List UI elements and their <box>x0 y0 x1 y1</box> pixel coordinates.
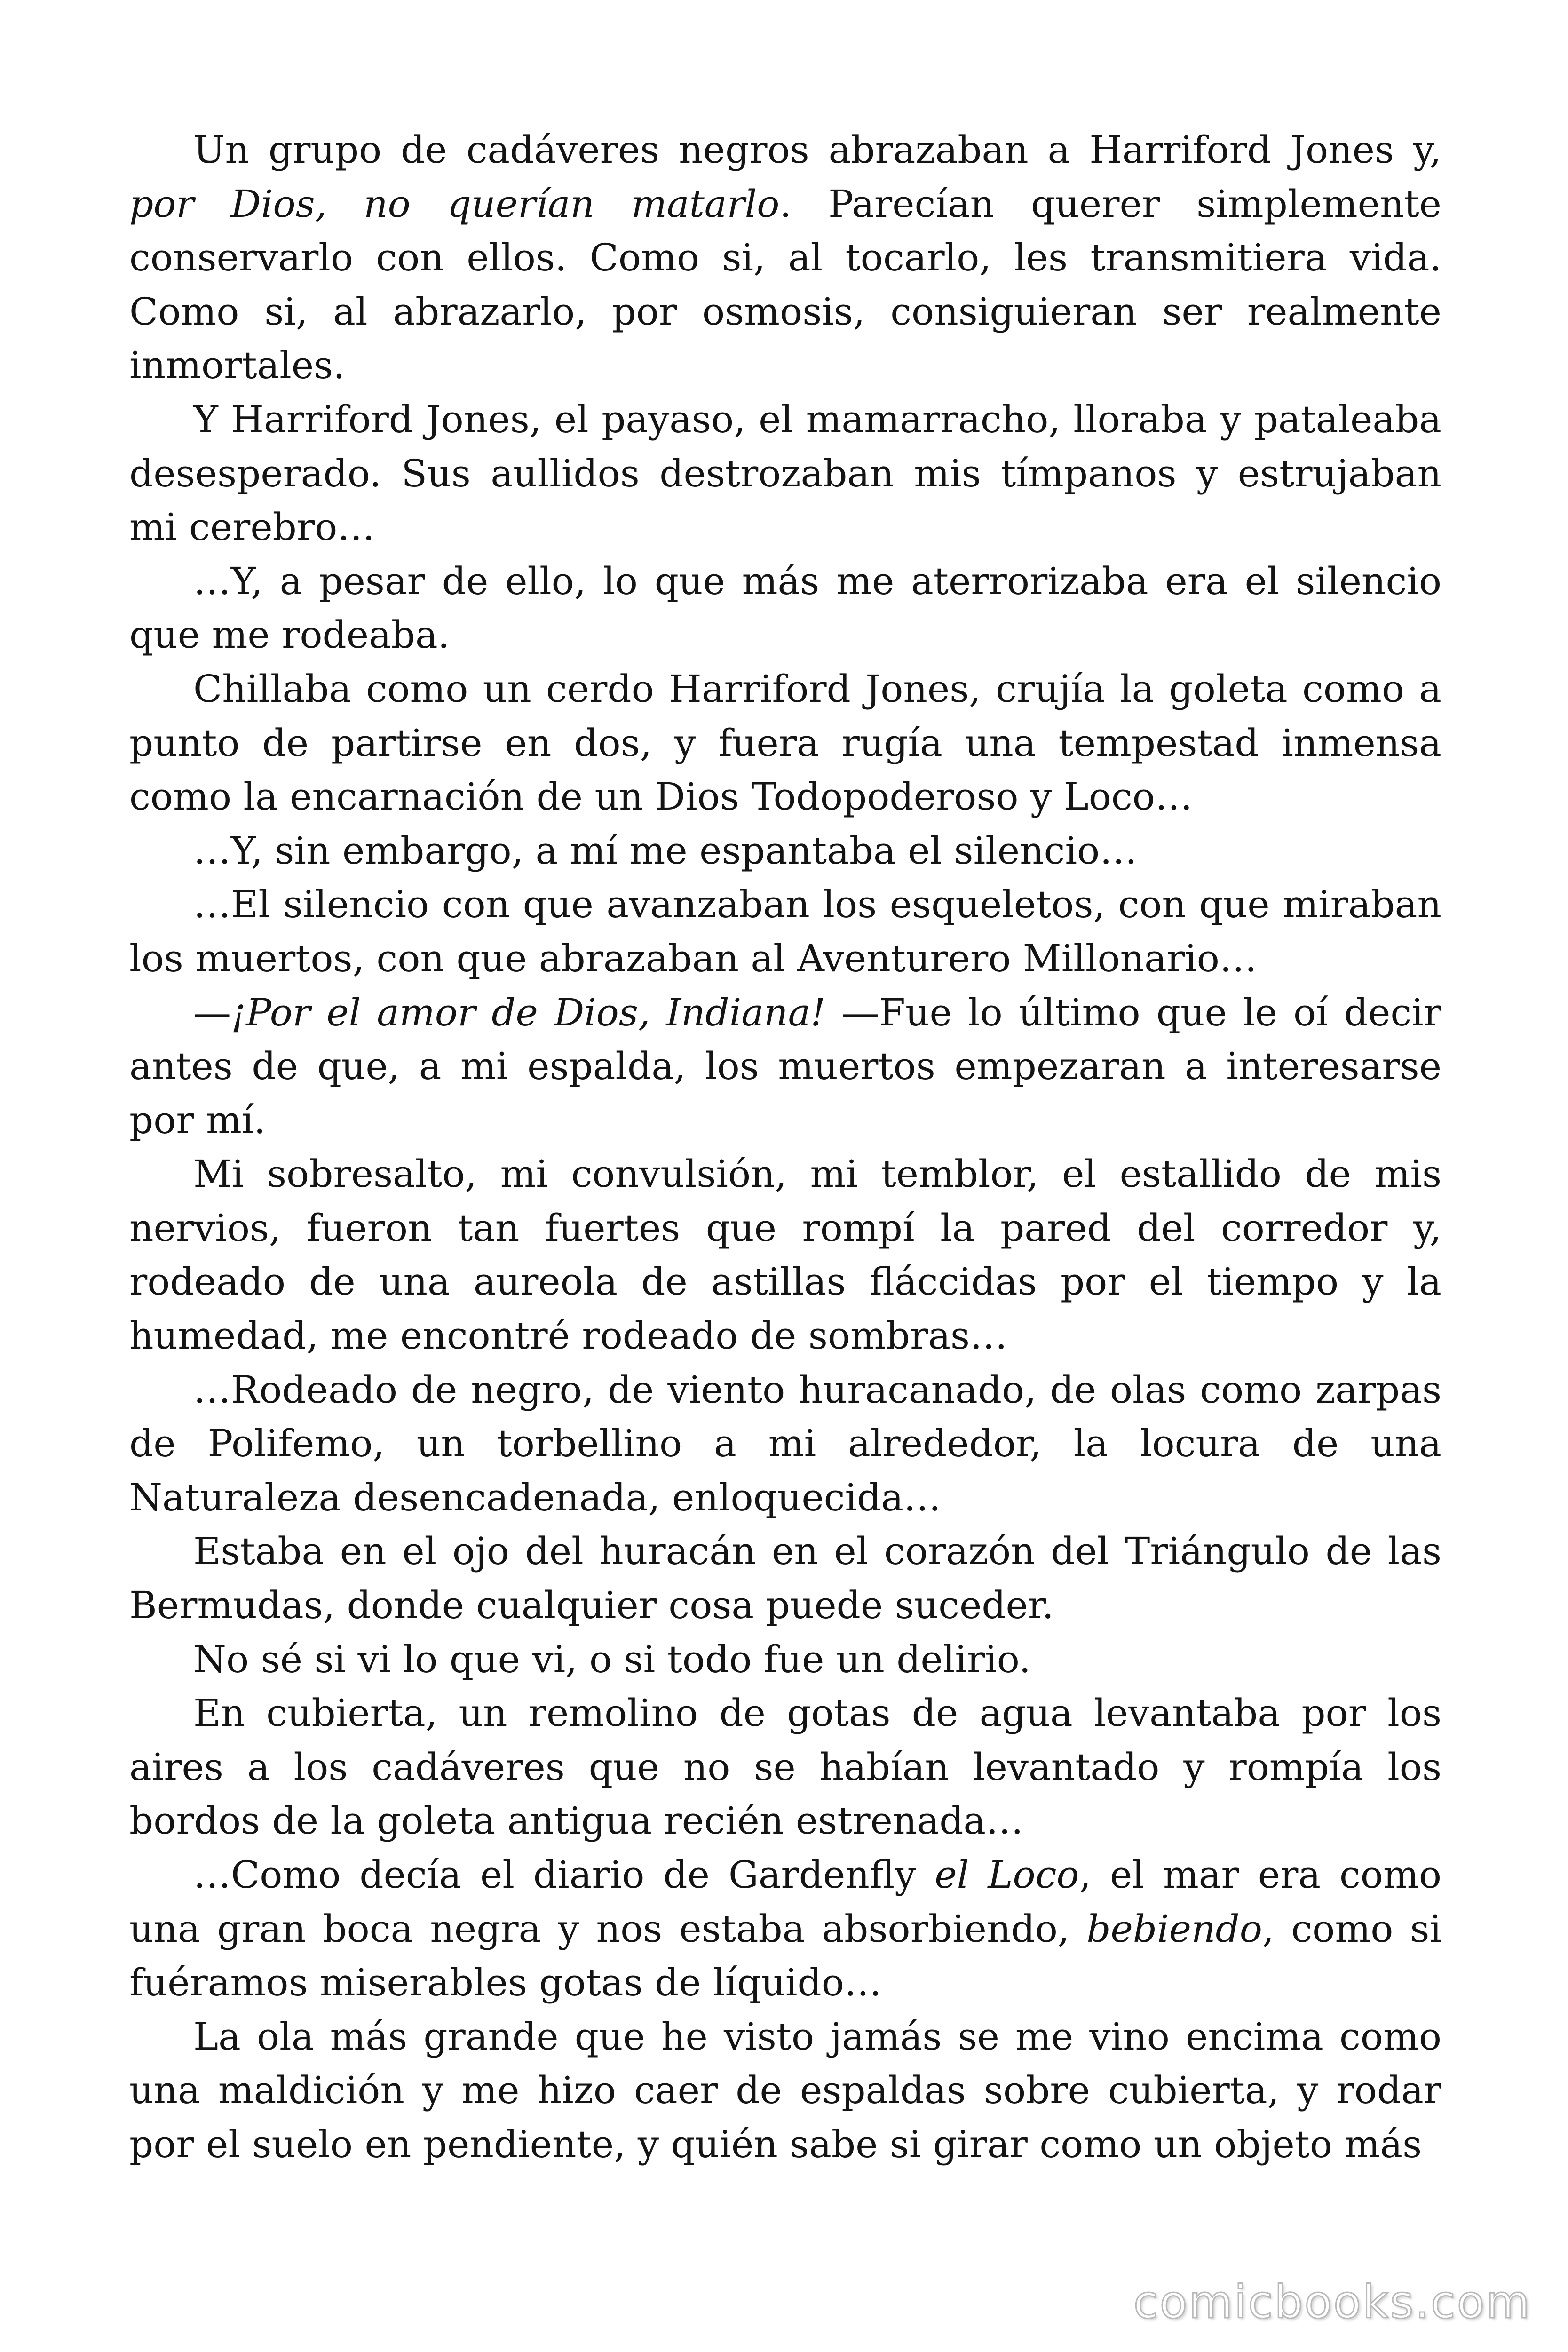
text-segment: …El silencio con que avanzaban los esqueletos, con que miraban los muertos, con que abrazaban al Aventurero Millonario… <box>129 882 1441 980</box>
text-segment: No sé si vi lo que vi, o si todo fue un delirio. <box>193 1637 1031 1681</box>
paragraph <box>129 1525 1441 1632</box>
text-segment: Un grupo de cadáveres negros abrazaban a Harriford Jones y, <box>193 128 1441 172</box>
watermark: comicbooks.com <box>1133 2276 1531 2328</box>
paragraph <box>129 555 1441 662</box>
paragraph <box>129 2010 1441 2172</box>
paragraph <box>129 662 1441 824</box>
text-segment: — <box>193 990 231 1034</box>
text-segment: . Parecían querer simplemente conservarlo con ellos. Como si, al tocarlo, les transmitiera vida. Como si, al abrazarlo, por osmosis, consiguieran ser realmente inmortales. <box>129 182 1441 388</box>
italic-text: ¡Por el amor de Dios, Indiana! <box>231 990 826 1034</box>
body-text <box>129 123 1441 2172</box>
paragraph <box>129 824 1441 878</box>
paragraph <box>129 123 1441 393</box>
paragraph <box>129 878 1441 985</box>
text-segment: —Fue lo último que le oí decir antes de que, a mi espalda, los muertos empezaran a interesarse por mí. <box>129 990 1442 1142</box>
text-segment: La ola más grande que he visto jamás se me vino encima como una maldición y me hizo caer de espaldas sobre cubierta, y rodar por el suelo en pendiente, y quién sabe si girar como un objeto más <box>129 2014 1441 2166</box>
text-segment: Mi sobresalto, mi convulsión, mi temblor, el estallido de mis nervios, fueron tan fuertes que rompí la pared del corredor y, rodeado de una aureola de astillas fláccidas por el tiempo y la humedad, me encontré rodeado de sombras… <box>129 1152 1441 1358</box>
text-segment: Chillaba como un cerdo Harriford Jones, crujía la goleta como a punto de partirse en dos, y fuera rugía una tempestad inmensa como la encarnación de un Dios Todopoderoso y Loco… <box>129 667 1441 819</box>
italic-text: por Dios, no querían matarlo <box>129 182 780 226</box>
paragraph <box>129 1633 1441 1687</box>
text-segment: …Y, sin embargo, a mí me espantaba el silencio… <box>193 828 1138 873</box>
text-segment: Estaba en el ojo del huracán en el corazón del Triángulo de las Bermudas, donde cualquier cosa puede suceder. <box>129 1529 1441 1628</box>
italic-text: el Loco <box>934 1853 1079 1897</box>
paragraph <box>129 1848 1441 2010</box>
paragraph <box>129 1363 1441 1525</box>
paragraph <box>129 1686 1441 1848</box>
paragraph <box>129 1147 1441 1363</box>
text-segment: …Rodeado de negro, de viento huracanado, de olas como zarpas de Polifemo, un torbellino a mi alrededor, la locura de una Naturaleza desencadenada, enloquecida… <box>129 1367 1441 1519</box>
text-segment: …Como decía el diario de Gardenfly <box>193 1853 935 1897</box>
paragraph <box>129 393 1441 555</box>
text-segment: , el mar era como una gran boca negra y nos estaba absorbiendo, <box>129 1853 1441 1951</box>
text-segment: , como si fuéramos miserables gotas de líquido… <box>129 1907 1442 2005</box>
text-segment: En cubierta, un remolino de gotas de agua levantaba por los aires a los cadáveres que no se habían levantado y rompía los bordos de la goleta antigua recién estrenada… <box>129 1691 1441 1843</box>
text-segment: …Y, a pesar de ello, lo que más me aterrorizaba era el silencio que me rodeaba. <box>129 559 1441 657</box>
text-segment: Y Harriford Jones, el payaso, el mamarracho, lloraba y pataleaba desesperado. Sus aullidos destrozaban mis tímpanos y estrujaban mi cerebro… <box>129 397 1441 549</box>
italic-text: bebiendo <box>1086 1907 1262 1951</box>
paragraph <box>129 986 1441 1148</box>
